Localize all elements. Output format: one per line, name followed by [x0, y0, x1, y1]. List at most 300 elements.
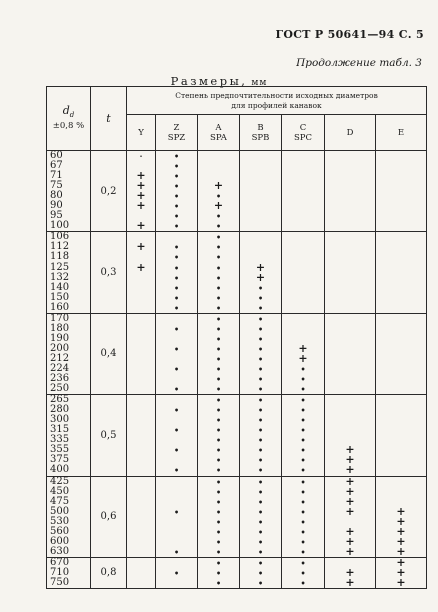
marks-cell-c: [282, 476, 325, 557]
diameter-value: 150: [50, 291, 70, 303]
empty-mark: [376, 344, 426, 354]
diameter-value: 530: [50, 515, 70, 527]
standard-mark: •: [215, 282, 222, 293]
standard-mark: •: [173, 211, 180, 222]
empty-mark: [198, 151, 239, 161]
standard-mark: •: [257, 455, 264, 466]
standard-mark: •: [300, 395, 306, 406]
preferred-mark: +: [136, 169, 146, 183]
standard-mark: •: [215, 384, 222, 395]
standard-mark: •: [173, 181, 180, 192]
empty-mark: [376, 303, 426, 313]
marks-cell-z: [156, 151, 198, 232]
empty-mark: [127, 293, 155, 303]
empty-mark: [376, 384, 426, 394]
empty-mark: [240, 151, 281, 161]
standard-mark: •: [215, 221, 222, 232]
standard-mark: •: [215, 395, 222, 406]
preference-group-header: [127, 87, 427, 115]
preferred-mark: +: [298, 351, 308, 365]
standard-mark: •: [173, 323, 180, 334]
empty-mark: [325, 161, 375, 171]
empty-mark: [376, 314, 426, 324]
preferred-mark: +: [345, 474, 355, 488]
standard-mark: •: [257, 465, 264, 476]
preferred-mark: +: [396, 544, 406, 558]
table-row-group: [47, 232, 427, 313]
empty-mark: [240, 221, 281, 231]
table-row-group: [47, 557, 427, 588]
standard-mark: •: [257, 323, 264, 334]
depth-value: 0,8: [100, 567, 117, 579]
standard-mark: •: [300, 506, 306, 517]
preferred-mark: +: [136, 260, 146, 274]
standard-mark: •: [300, 405, 306, 416]
standard-mark: •: [215, 435, 222, 446]
marks-cell-c: [282, 557, 325, 588]
empty-mark: [325, 314, 375, 324]
profile-standard-label: SPA: [210, 132, 227, 143]
diameter-value: 450: [50, 485, 70, 497]
empty-mark: [127, 314, 155, 324]
depth-value-cell: [91, 476, 127, 557]
diameter-value: 170: [50, 312, 70, 324]
diameter-values-cell: [47, 395, 91, 476]
empty-mark: [156, 232, 197, 242]
empty-mark: [325, 354, 375, 364]
standard-mark: •: [173, 272, 180, 283]
empty-mark: [156, 415, 197, 425]
marks-cell-d: [325, 151, 376, 232]
standard-mark: •: [215, 363, 222, 374]
diameter-value: 560: [50, 525, 70, 537]
diameter-value: 75: [50, 180, 63, 192]
empty-mark: [127, 435, 155, 445]
empty-mark: [127, 465, 155, 475]
standard-mark: •: [257, 405, 264, 416]
empty-mark: [376, 395, 426, 405]
empty-mark: [127, 344, 155, 354]
marks-cell-b: [240, 557, 282, 588]
marks-cell-y: [127, 395, 156, 476]
empty-mark: [376, 171, 426, 181]
diameter-value: 106: [50, 231, 70, 243]
diameter-value: 212: [50, 352, 70, 364]
empty-mark: [127, 578, 155, 588]
profile-header-y: [127, 115, 156, 151]
empty-mark: [282, 232, 324, 242]
diameter-value: 600: [50, 535, 70, 547]
preferred-mark: +: [345, 534, 355, 548]
empty-mark: [325, 283, 375, 293]
standard-mark: •: [215, 242, 222, 253]
empty-mark: [376, 252, 426, 262]
preferred-mark: +: [213, 179, 224, 193]
marks-cell-z: [156, 232, 198, 313]
standard-mark: •: [173, 445, 180, 456]
empty-mark: [325, 415, 375, 425]
standard-mark: •: [257, 557, 264, 568]
depth-value-cell: [91, 557, 127, 588]
standard-mark: •: [257, 577, 264, 588]
marks-cell-d: [325, 557, 376, 588]
profile-header-c: [282, 115, 325, 151]
empty-mark: [127, 537, 155, 547]
standard-mark: •: [215, 211, 222, 222]
empty-mark: [127, 354, 155, 364]
empty-mark: [156, 395, 197, 405]
empty-mark: [325, 232, 375, 242]
standard-mark: •: [257, 313, 264, 324]
profile-standard-label: SPC: [293, 132, 313, 143]
diameter-value: 100: [50, 220, 70, 232]
empty-mark: [325, 201, 375, 211]
standard-mark: •: [257, 546, 264, 557]
standard-mark: •: [300, 374, 306, 385]
empty-mark: [156, 314, 197, 324]
empty-mark: [376, 477, 426, 487]
diameter-value: 265: [50, 394, 70, 406]
marks-cell-b: [240, 232, 282, 313]
standard-mark: •: [257, 506, 264, 517]
empty-mark: [240, 161, 281, 171]
standard-mark: •: [300, 557, 306, 568]
standard-mark: •: [173, 252, 180, 263]
empty-mark: [282, 151, 324, 161]
marks-cell-b: [240, 395, 282, 476]
standard-mark: •: [257, 476, 264, 487]
standard-mark: •: [173, 282, 180, 293]
marks-cell-d: [325, 476, 376, 557]
diameter-value: 125: [50, 261, 70, 273]
standard-mark: •: [300, 476, 306, 487]
standard-mark: •: [300, 526, 306, 537]
preferred-mark: +: [396, 534, 406, 548]
depth-value-cell: [91, 313, 127, 394]
empty-mark: [198, 161, 239, 171]
standard-mark: •: [173, 546, 180, 557]
standard-mark: •: [300, 415, 306, 426]
table-continuation-label: Продолжение табл. 3: [296, 57, 422, 69]
standard-mark: •: [173, 201, 180, 212]
empty-mark: [156, 537, 197, 547]
standard-mark: •: [173, 363, 180, 374]
diameter-value: 80: [50, 190, 63, 202]
diameter-table: [46, 86, 427, 589]
standard-mark: •: [173, 343, 180, 354]
standard-mark: •: [173, 242, 180, 253]
preferred-mark: +: [345, 575, 355, 589]
standard-mark: •: [257, 302, 264, 313]
standard-mark: •: [173, 151, 180, 161]
preferred-mark: +: [136, 199, 146, 213]
standard-mark: •: [215, 262, 222, 273]
preferred-mark: +: [345, 494, 355, 508]
standard-mark: •: [215, 465, 222, 476]
diameter-value: 132: [50, 271, 70, 283]
empty-mark: [376, 232, 426, 242]
preferred-mark: +: [345, 524, 355, 538]
standard-mark: •: [300, 567, 306, 578]
standard-mark: •: [215, 536, 222, 547]
standard-mark: •: [215, 496, 222, 507]
empty-mark: [376, 191, 426, 201]
standard-mark: •: [257, 486, 264, 497]
preferred-mark: +: [255, 270, 266, 284]
diameter-value: 750: [50, 576, 70, 588]
standard-mark: •: [300, 536, 306, 547]
standard-mark: •: [257, 395, 264, 406]
diameter-value: 190: [50, 332, 70, 344]
standard-mark: •: [300, 445, 306, 456]
marks-cell-e: [376, 557, 427, 588]
diameter-value: 375: [50, 454, 70, 466]
standard-mark: •: [300, 577, 306, 588]
marks-cell-y: [127, 151, 156, 232]
diameter-value: 475: [50, 495, 70, 507]
empty-mark: [127, 334, 155, 344]
empty-mark: [376, 161, 426, 171]
empty-mark: [376, 211, 426, 221]
preferred-mark: +: [345, 463, 355, 477]
standard-mark: •: [215, 252, 222, 263]
empty-mark: [376, 405, 426, 415]
diameter-subscript: d: [69, 111, 75, 120]
preferred-mark: +: [255, 260, 266, 274]
empty-mark: [240, 211, 281, 221]
standard-mark: •: [173, 221, 180, 232]
standard-mark: •: [257, 282, 264, 293]
profile-label: Y: [138, 127, 144, 138]
diameter-values-cell: [47, 476, 91, 557]
standard-mark: •: [215, 577, 222, 588]
depth-value-cell: [91, 232, 127, 313]
standard-mark: •: [257, 496, 264, 507]
standard-mark: •: [173, 384, 180, 395]
empty-mark: [325, 374, 375, 384]
empty-mark: [156, 455, 197, 465]
preferred-mark: +: [136, 179, 146, 193]
diameter-symbol: d: [62, 104, 70, 118]
marks-cell-a: [198, 476, 240, 557]
profile-header-b: [240, 115, 282, 151]
marks-cell-c: [282, 232, 325, 313]
standard-mark: •: [215, 292, 222, 303]
standard-mark: •: [215, 546, 222, 557]
profile-label: E: [397, 127, 405, 138]
empty-mark: [376, 201, 426, 211]
empty-mark: [240, 242, 281, 252]
marks-cell-a: [198, 232, 240, 313]
profile-header-d: [325, 115, 376, 151]
diameter-value: 160: [50, 301, 70, 313]
diameter-value: 630: [50, 545, 70, 557]
diameter-value: 180: [50, 322, 70, 334]
marks-cell-y: [127, 476, 156, 557]
empty-mark: [156, 435, 197, 445]
empty-mark: [282, 273, 324, 283]
empty-mark: [376, 263, 426, 273]
standard-mark: •: [215, 313, 222, 324]
empty-mark: [325, 221, 375, 231]
profile-header-z: [156, 115, 198, 151]
preferred-mark: +: [396, 524, 406, 538]
preference-caption-line2: для профилей канавок: [231, 100, 322, 110]
profile-label: Z: [173, 122, 180, 133]
empty-mark: [376, 221, 426, 231]
marks-cell-b: [240, 476, 282, 557]
empty-mark: [325, 242, 375, 252]
empty-mark: [156, 558, 197, 568]
standard-mark: •: [173, 171, 180, 182]
marks-cell-a: [198, 313, 240, 394]
empty-mark: [282, 314, 324, 324]
empty-mark: [156, 374, 197, 384]
preferred-mark: +: [136, 219, 146, 233]
diameter-value: 400: [50, 464, 70, 476]
empty-mark: [282, 221, 324, 231]
marks-cell-d: [325, 313, 376, 394]
diameter-value: 250: [50, 383, 70, 395]
empty-mark: [376, 425, 426, 435]
marks-cell-z: [156, 557, 198, 588]
diameter-value: 500: [50, 505, 70, 517]
preferred-mark: +: [396, 565, 406, 579]
empty-mark: [325, 252, 375, 262]
empty-mark: [282, 293, 324, 303]
empty-mark: [127, 303, 155, 313]
empty-mark: [127, 283, 155, 293]
empty-mark: [156, 487, 197, 497]
empty-mark: [325, 344, 375, 354]
empty-mark: [376, 181, 426, 191]
marks-cell-z: [156, 313, 198, 394]
table-row-group: [47, 395, 427, 476]
sizes-unit: мм: [251, 78, 268, 88]
preferred-mark: +: [298, 341, 308, 355]
profile-label: A: [215, 122, 222, 133]
standard-mark: •: [173, 465, 180, 476]
standard-mark: •: [215, 506, 222, 517]
standard-mark: •: [173, 425, 180, 436]
empty-mark: [127, 425, 155, 435]
standard-mark: •: [173, 161, 180, 172]
depth-value: 0,6: [100, 511, 117, 523]
standard-mark: •: [215, 272, 222, 283]
empty-mark: [127, 527, 155, 537]
standard-mark: •: [215, 323, 222, 334]
standard-mark: •: [257, 363, 264, 374]
empty-mark: [127, 445, 155, 455]
preferred-mark: +: [396, 504, 406, 518]
empty-mark: [376, 435, 426, 445]
marks-cell-y: [127, 232, 156, 313]
empty-mark: [325, 211, 375, 221]
empty-mark: [282, 181, 324, 191]
empty-mark: [156, 354, 197, 364]
diameter-value: 335: [50, 434, 70, 446]
empty-mark: [240, 181, 281, 191]
standard-mark: •: [215, 374, 222, 385]
marks-cell-e: [376, 313, 427, 394]
preferred-mark: +: [396, 575, 406, 589]
preference-caption-line1: Степень предпочтительности исходных диаметров: [175, 90, 378, 100]
preferred-mark: +: [345, 544, 355, 558]
empty-mark: [127, 558, 155, 568]
standard-mark: •: [215, 526, 222, 537]
standard-mark: •: [300, 465, 306, 476]
empty-mark: [127, 497, 155, 507]
marks-cell-z: [156, 476, 198, 557]
empty-mark: [156, 527, 197, 537]
standard-mark: •: [300, 516, 306, 527]
marks-cell-d: [325, 395, 376, 476]
empty-mark: [325, 293, 375, 303]
empty-mark: [127, 364, 155, 374]
diameter-value: 90: [50, 200, 63, 212]
preferred-mark: +: [345, 453, 355, 467]
standard-mark: •: [215, 415, 222, 426]
empty-mark: [282, 324, 324, 334]
preferred-mark: +: [345, 565, 355, 579]
sizes-title-text: Размеры,: [170, 74, 248, 88]
standard-mark: •: [257, 526, 264, 537]
standard-mark: •: [215, 486, 222, 497]
standard-mark: •: [257, 516, 264, 527]
standard-mark: •: [257, 353, 264, 364]
empty-mark: [127, 273, 155, 283]
empty-mark: [325, 364, 375, 374]
marks-cell-e: [376, 395, 427, 476]
marks-cell-a: [198, 395, 240, 476]
empty-mark: [240, 201, 281, 211]
empty-mark: [325, 324, 375, 334]
profile-label: C: [299, 122, 307, 133]
standard-mark: •: [215, 425, 222, 436]
empty-mark: [376, 445, 426, 455]
document-reference: ГОСТ Р 50641—94 С. 5: [275, 28, 424, 41]
marks-cell-a: [198, 151, 240, 232]
standard-mark: •: [300, 435, 306, 446]
diameter-value: 280: [50, 404, 70, 416]
standard-mark: •: [300, 486, 306, 497]
marks-cell-e: [376, 232, 427, 313]
empty-mark: [156, 517, 197, 527]
empty-mark: [282, 161, 324, 171]
empty-mark: [127, 477, 155, 487]
diameter-value: 224: [50, 362, 70, 374]
empty-mark: [156, 334, 197, 344]
standard-mark: •: [300, 546, 306, 557]
empty-mark: [325, 171, 375, 181]
standard-mark: •: [300, 425, 306, 436]
empty-mark: [282, 303, 324, 313]
standard-mark: •: [215, 343, 222, 354]
depth-value: 0,5: [100, 429, 117, 441]
marks-cell-c: [282, 151, 325, 232]
empty-mark: [127, 507, 155, 517]
marks-cell-c: [282, 395, 325, 476]
empty-mark: [376, 151, 426, 161]
preferred-mark: +: [396, 555, 406, 569]
marks-cell-b: [240, 313, 282, 394]
standard-mark: •: [257, 445, 264, 456]
profile-label: B: [257, 122, 264, 133]
empty-mark: [240, 171, 281, 181]
diameter-value: 670: [50, 556, 70, 568]
diameter-value: 67: [50, 160, 63, 172]
empty-mark: [127, 547, 155, 557]
